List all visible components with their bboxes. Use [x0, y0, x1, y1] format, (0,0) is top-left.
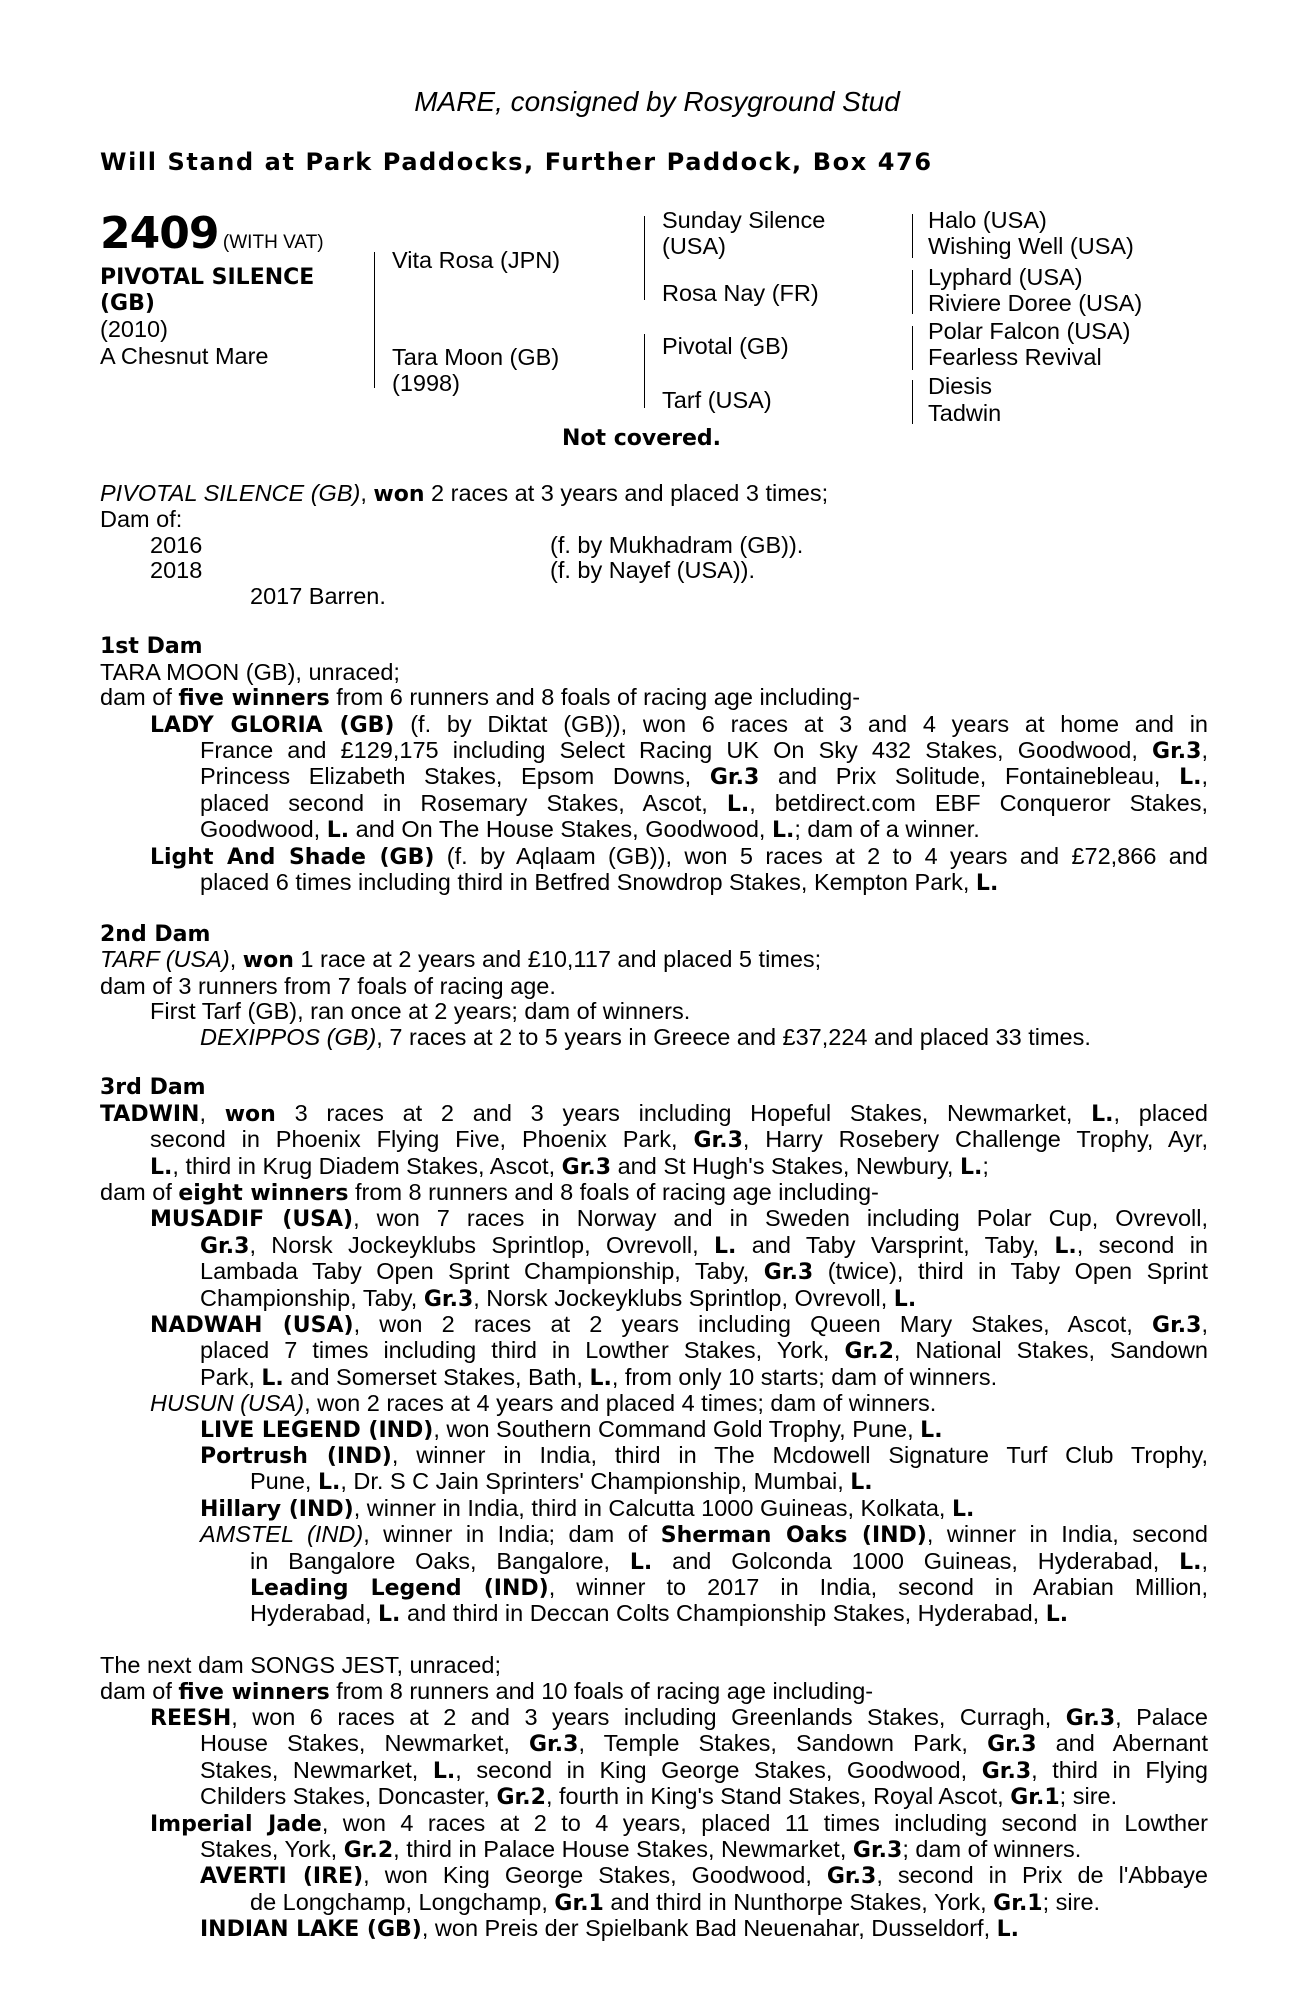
progeny-line: Portrush (IND), winner in India, third in The Mcdowell Signature Turf Club Trophy,: [200, 1441, 1208, 1469]
pedigree-dam-year: (1998): [392, 370, 460, 396]
progeny-line: Light And Shade (GB) (f. by Aqlaam (GB)), won 5 races at 2 to 4 years and £72,866 and: [150, 842, 1208, 870]
progeny-line: de Longchamp, Longchamp, Gr.1 and third in Nunthorpe Stakes, York, Gr.1; sire.: [250, 1888, 1101, 1916]
progeny-line: Childers Stakes, Doncaster, Gr.2, fourth in King's Stand Stakes, Royal Ascot, Gr.1; sire.: [200, 1783, 1118, 1811]
dam3-line: second in Phoenix Flying Five, Phoenix Park, Gr.3, Harry Rosebery Challenge Trophy, Ayr,: [150, 1126, 1208, 1154]
section-heading-2nd-dam: 2nd Dam: [100, 921, 211, 947]
pedigree-bracket-3a: [912, 214, 913, 258]
barren-note: 2017 Barren.: [250, 582, 386, 609]
lot-block: [100, 208, 324, 259]
dam1-line: TARA MOON (GB), unraced;: [100, 658, 400, 685]
next-dam-line: The next dam SONGS JEST, unraced;: [100, 1652, 501, 1679]
pedigree-sire-dam: Rosa Nay (FR): [662, 280, 819, 306]
horse-name: PIVOTAL SILENCE: [100, 265, 315, 290]
progeny-line: in Bangalore Oaks, Bangalore, L. and Golconda 1000 Guineas, Hyderabad, L.,: [250, 1547, 1208, 1575]
progeny-line: Gr.3, Norsk Jockeyklubs Sprintlop, Ovrevoll, L. and Taby Varsprint, Taby, L., second in: [200, 1231, 1209, 1259]
page-title: MARE, consigned by Rosyground Stud: [414, 86, 900, 117]
dam2-line: dam of 3 runners from 7 foals of racing age.: [100, 972, 556, 999]
foal-row: 2018 (f. by Nayef (USA)).: [150, 557, 756, 584]
stand-location: Will Stand at Park Paddocks, Further Paddock, Box 476: [100, 148, 933, 176]
pedigree-bracket-3c: [912, 326, 913, 370]
dam3-line: TADWIN, won 3 races at 2 and 3 years including Hopeful Stakes, Newmarket, L., placed: [100, 1099, 1208, 1127]
progeny-line: placed 6 times including third in Betfred Snowdrop Stakes, Kempton Park, L.: [200, 869, 999, 897]
pedigree-sdd: Riviere Doree (USA): [928, 290, 1143, 316]
dam2-line: TARF (USA), won 1 race at 2 years and £10,117 and placed 5 times;: [100, 946, 822, 974]
progeny-line: placed 7 times including third in Lowther Stakes, York, Gr.2, National Stakes, Sandown: [200, 1337, 1208, 1365]
progeny-line: Park, L. and Somerset Stakes, Bath, L., from only 10 starts; dam of winners.: [200, 1363, 998, 1391]
pedigree-sire-sire: Sunday Silence: [662, 207, 826, 233]
catalogue-body: [100, 481, 1208, 1943]
progeny-line: LADY GLORIA (GB) (f. by Diktat (GB)), won 6 races at 3 and 4 years at home and in: [150, 710, 1208, 738]
progeny-line: AMSTEL (IND), winner in India; dam of Sherman Oaks (IND), winner in India, second: [200, 1521, 1208, 1549]
pedigree-dam-sire: Pivotal (GB): [662, 333, 789, 359]
vat-note: (WITH VAT): [222, 232, 324, 253]
pedigree-dss: Polar Falcon (USA): [928, 318, 1131, 344]
lot-number: 2409: [100, 208, 219, 259]
progeny-line: HUSUN (USA), won 2 races at 4 years and placed 4 times; dam of winners.: [150, 1390, 937, 1417]
progeny-line: Hyderabad, L. and third in Deccan Colts Championship Stakes, Hyderabad, L.: [250, 1600, 1069, 1628]
horse-description: A Chesnut Mare: [100, 343, 269, 369]
dam1-line: dam of five winners from 6 runners and 8 foals of racing age including-: [100, 684, 861, 712]
next-dam-line: dam of five winners from 8 runners and 10 foals of racing age including-: [100, 1677, 874, 1705]
progeny-line: Stakes, Newmarket, L., second in King George Stakes, Goodwood, Gr.3, third in Flying: [200, 1756, 1208, 1784]
progeny-line: Imperial Jade, won 4 races at 2 to 4 years, placed 11 times including second in Lowther: [150, 1809, 1208, 1837]
section-heading-1st-dam: 1st Dam: [100, 634, 203, 660]
progeny-line: MUSADIF (USA), won 7 races in Norway and in Sweden including Polar Cup, Ovrevoll,: [150, 1205, 1208, 1233]
progeny-line: REESH, won 6 races at 2 and 3 years including Greenlands Stakes, Curragh, Gr.3, Palace: [150, 1704, 1208, 1732]
pedigree-sire: Vita Rosa (JPN): [392, 247, 561, 273]
pedigree-dsd: Fearless Revival: [928, 344, 1102, 370]
progeny-line: NADWAH (USA), won 2 races at 2 years including Queen Mary Stakes, Ascot, Gr.3,: [150, 1310, 1208, 1338]
pedigree-bracket-1: [374, 252, 375, 388]
section-heading-3rd-dam: 3rd Dam: [100, 1075, 206, 1101]
progeny-line: AVERTI (IRE), won King George Stakes, Goodwood, Gr.3, second in Prix de l'Abbaye: [200, 1862, 1209, 1890]
dam-of-label: Dam of:: [100, 506, 183, 533]
progeny-line: Leading Legend (IND), winner to 2017 in India, second in Arabian Million,: [250, 1574, 1208, 1602]
pedigree-bracket-2a: [644, 216, 645, 300]
pedigree-ddd: Tadwin: [928, 400, 1002, 426]
progeny-line: placed second in Rosemary Stakes, Ascot, L., betdirect.com EBF Conqueror Stakes,: [200, 789, 1208, 817]
foal-row: 2016 (f. by Mukhadram (GB)).: [150, 531, 804, 558]
pedigree-bracket-3d: [912, 380, 913, 424]
pedigree-dam: Tara Moon (GB): [392, 344, 560, 370]
pedigree-sds: Lyphard (USA): [928, 264, 1083, 290]
progeny-line: Pune, L., Dr. S C Jain Sprinters' Championship, Mumbai, L.: [250, 1468, 873, 1496]
progeny-line: France and £129,175 including Select Racing UK On Sky 432 Stakes, Goodwood, Gr.3,: [200, 737, 1208, 765]
progeny-line: INDIAN LAKE (GB), won Preis der Spielbank Bad Neuenahar, Dusseldorf, L.: [200, 1915, 1020, 1943]
progeny-line: DEXIPPOS (GB), 7 races at 2 to 5 years in Greece and £37,224 and placed 33 times.: [200, 1023, 1091, 1050]
covering-note: Not covered.: [562, 426, 721, 451]
progeny-line: Hillary (IND), winner in India, third in Calcutta 1000 Guineas, Kolkata, L.: [200, 1494, 975, 1522]
progeny-line: Goodwood, L. and On The House Stakes, Goodwood, L.; dam of a winner.: [200, 816, 980, 844]
progeny-line: LIVE LEGEND (IND), won Southern Command Gold Trophy, Pune, L.: [200, 1415, 943, 1443]
horse-name-origin: (GB): [100, 291, 155, 316]
progeny-line: First Tarf (GB), ran once at 2 years; dam of winners.: [150, 998, 691, 1025]
pedigree-ssd: Wishing Well (USA): [928, 233, 1134, 259]
pedigree-bracket-2b: [644, 334, 645, 408]
progeny-line: Stakes, York, Gr.2, third in Palace House Stakes, Newmarket, Gr.3; dam of winners.: [200, 1836, 1082, 1864]
progeny-line: House Stakes, Newmarket, Gr.3, Temple Stakes, Sandown Park, Gr.3 and Abernant: [200, 1730, 1209, 1758]
record-intro: PIVOTAL SILENCE (GB), won 2 races at 3 years and placed 3 times;: [100, 480, 829, 507]
dam3-line: dam of eight winners from 8 runners and 8 foals of racing age including-: [100, 1178, 879, 1206]
pedigree-sss: Halo (USA): [928, 207, 1047, 233]
progeny-line: Princess Elizabeth Stakes, Epsom Downs, Gr.3 and Prix Solitude, Fontainebleau, L.,: [200, 763, 1208, 791]
foaling-year: (2010): [100, 316, 168, 342]
pedigree-sire-sire-origin: (USA): [662, 233, 726, 259]
progeny-line: Lambada Taby Open Sprint Championship, Taby, Gr.3 (twice), third in Taby Open Sprint: [200, 1258, 1209, 1286]
progeny-line: Championship, Taby, Gr.3, Norsk Jockeyklubs Sprintlop, Ovrevoll, L.: [200, 1284, 917, 1312]
pedigree-dds: Diesis: [928, 373, 992, 399]
pedigree-dam-dam: Tarf (USA): [662, 387, 772, 413]
pedigree-bracket-3b: [912, 270, 913, 314]
dam3-line: L., third in Krug Diadem Stakes, Ascot, Gr.3 and St Hugh's Stakes, Newbury, L.;: [150, 1152, 989, 1180]
